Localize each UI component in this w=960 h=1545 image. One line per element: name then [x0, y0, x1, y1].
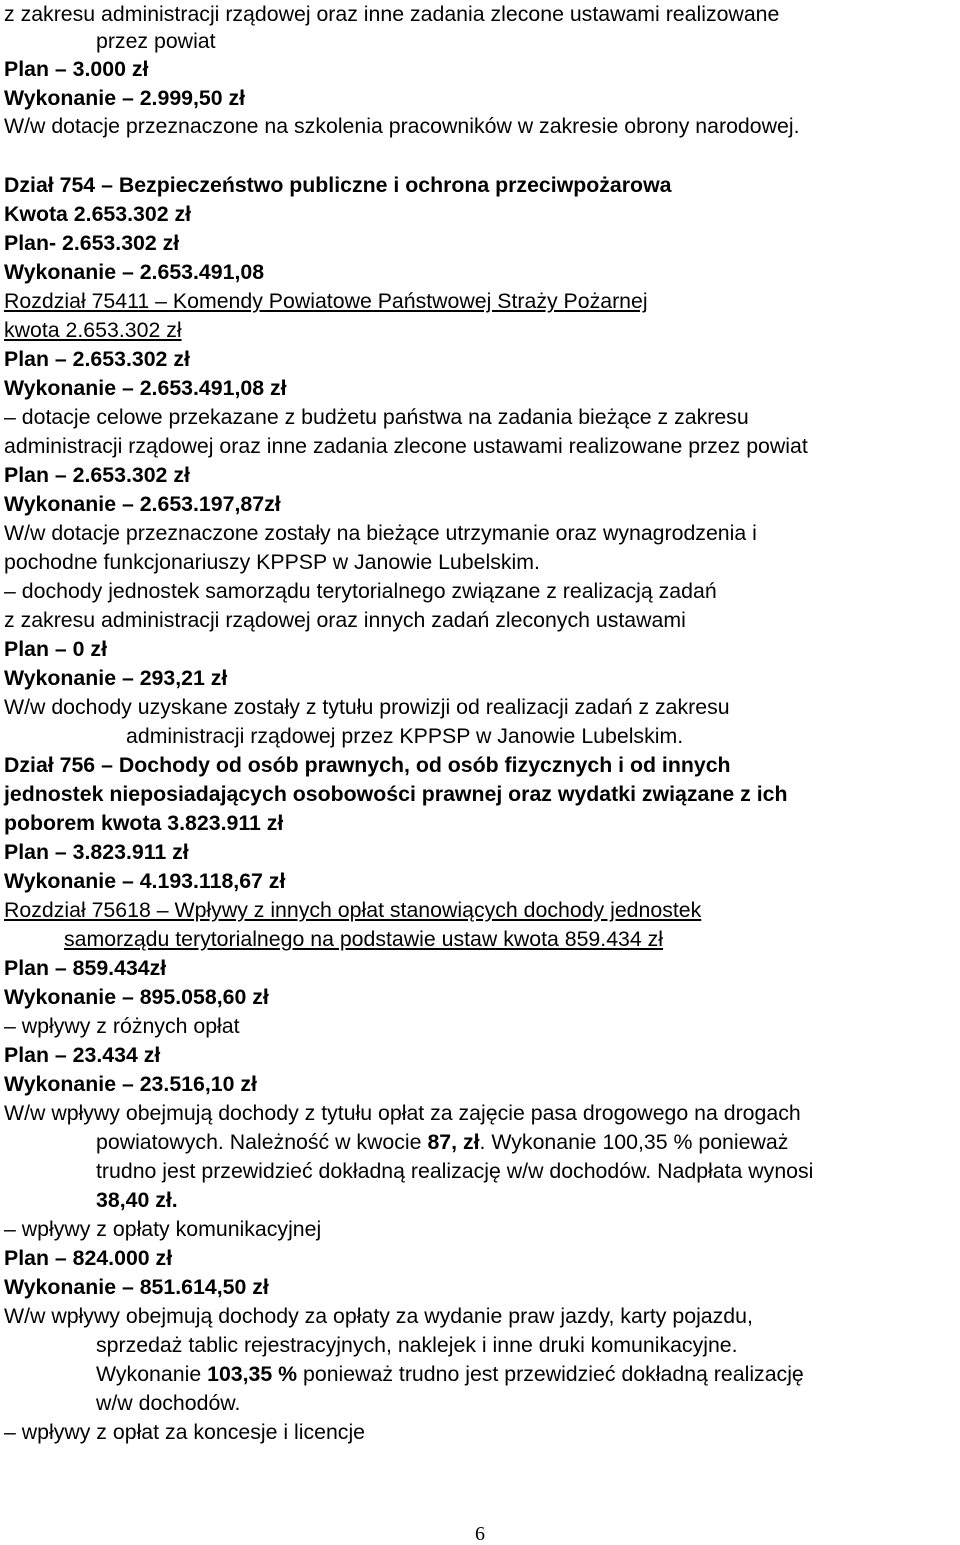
- text-line: administracji rządowej oraz inne zadania zlecone ustawami realizowane przez powiat: [4, 434, 808, 458]
- amount-line: 38,40 zł.: [96, 1188, 178, 1212]
- text-fragment: Wykonanie: [96, 1362, 208, 1386]
- plan-line: Plan – 23.434 zł: [4, 1043, 161, 1067]
- execution-line: Wykonanie – 4.193.118,67 zł: [4, 869, 286, 893]
- section-heading: Dział 754 – Bezpieczeństwo publiczne i ochrona przeciwpożarowa: [4, 173, 672, 197]
- text-line: W/w dotacje przeznaczone na szkolenia pracowników w zakresie obrony narodowej.: [4, 114, 800, 138]
- text-line: trudno jest przewidzieć dokładną realizację w/w dochodów. Nadpłata wynosi: [96, 1159, 814, 1183]
- subsection-heading: Rozdział 75411 – Komendy Powiatowe Państwowej Straży Pożarnej: [4, 289, 648, 313]
- execution-line: Wykonanie – 2.653.197,87zł: [4, 492, 281, 516]
- text-line: W/w dochody uzyskane zostały z tytułu prowizji od realizacji zadań z zakresu: [4, 695, 730, 719]
- plan-line: Plan – 3.000 zł: [4, 57, 149, 81]
- execution-line: Wykonanie – 2.653.491,08 zł: [4, 376, 287, 400]
- subsection-heading: Rozdział 75618 – Wpływy z innych opłat stanowiących dochody jednostek: [4, 898, 702, 922]
- plan-line: Plan – 2.653.302 zł: [4, 347, 190, 371]
- text-line: z zakresu administracji rządowej oraz inne zadania zlecone ustawami realizowane: [4, 2, 780, 26]
- execution-line: Wykonanie – 2.653.491,08: [4, 260, 265, 284]
- section-heading: Dział 756 – Dochody od osób prawnych, od osób fizycznych i od innych: [4, 753, 731, 777]
- text-line: pochodne funkcjonariuszy KPPSP w Janowie Lubelskim.: [4, 550, 540, 574]
- text-line: [96, 1128, 788, 1157]
- text-line: sprzedaż tablic rejestracyjnych, naklejek i inne druki komunikacyjne.: [96, 1333, 738, 1357]
- subsection-heading: samorządu terytorialnego na podstawie ustaw kwota 859.434 zł: [64, 927, 664, 951]
- text-line: – dochody jednostek samorządu terytorialnego związane z realizacją zadań: [4, 579, 717, 603]
- plan-line: Plan – 3.823.911 zł: [4, 840, 189, 864]
- plan-line: Plan – 859.434zł: [4, 956, 167, 980]
- text-fragment: . Wykonanie 100,35 % ponieważ: [479, 1130, 789, 1154]
- text-line: – dotacje celowe przekazane z budżetu państwa na zadania bieżące z zakresu: [4, 405, 749, 429]
- text-line: – wpływy z opłat za koncesje i licencje: [4, 1420, 366, 1444]
- amount-fragment: 103,35 %: [207, 1362, 298, 1386]
- text-line: [96, 1360, 804, 1389]
- section-heading: jednostek nieposiadających osobowości prawnej oraz wydatki związane z ich: [4, 782, 788, 806]
- section-heading: poborem kwota 3.823.911 zł: [4, 811, 284, 835]
- page-number: 6: [475, 1523, 485, 1545]
- amount-line: Kwota 2.653.302 zł: [4, 202, 192, 226]
- execution-line: Wykonanie – 895.058,60 zł: [4, 985, 269, 1009]
- amount-fragment: 87, zł: [427, 1130, 480, 1154]
- plan-line: Plan – 0 zł: [4, 637, 107, 661]
- execution-line: Wykonanie – 23.516,10 zł: [4, 1072, 257, 1096]
- execution-line: Wykonanie – 851.614,50 zł: [4, 1275, 269, 1299]
- text-line: w/w dochodów.: [96, 1391, 241, 1415]
- execution-line: Wykonanie – 2.999,50 zł: [4, 86, 246, 110]
- text-line: – wpływy z opłaty komunikacyjnej: [4, 1217, 322, 1241]
- text-line: z zakresu administracji rządowej oraz innych zadań zleconych ustawami: [4, 608, 686, 632]
- execution-line: Wykonanie – 293,21 zł: [4, 666, 228, 690]
- amount-line: kwota 2.653.302 zł: [4, 318, 182, 342]
- text-line: przez powiat: [96, 29, 216, 53]
- plan-line: Plan – 2.653.302 zł: [4, 463, 190, 487]
- text-line: W/w wpływy obejmują dochody za opłaty za wydanie praw jazdy, karty pojazdu,: [4, 1304, 753, 1328]
- text-line: – wpływy z różnych opłat: [4, 1014, 240, 1038]
- text-line: W/w wpływy obejmują dochody z tytułu opłat za zajęcie pasa drogowego na drogach: [4, 1101, 801, 1125]
- text-line: W/w dotacje przeznaczone zostały na bieżące utrzymanie oraz wynagrodzenia i: [4, 521, 757, 545]
- text-line: administracji rządowej przez KPPSP w Janowie Lubelskim.: [126, 724, 684, 748]
- plan-line: Plan- 2.653.302 zł: [4, 231, 180, 255]
- text-fragment: powiatowych. Należność w kwocie: [96, 1130, 428, 1154]
- plan-line: Plan – 824.000 zł: [4, 1246, 173, 1270]
- text-fragment: ponieważ trudno jest przewidzieć dokładną realizację: [297, 1362, 804, 1386]
